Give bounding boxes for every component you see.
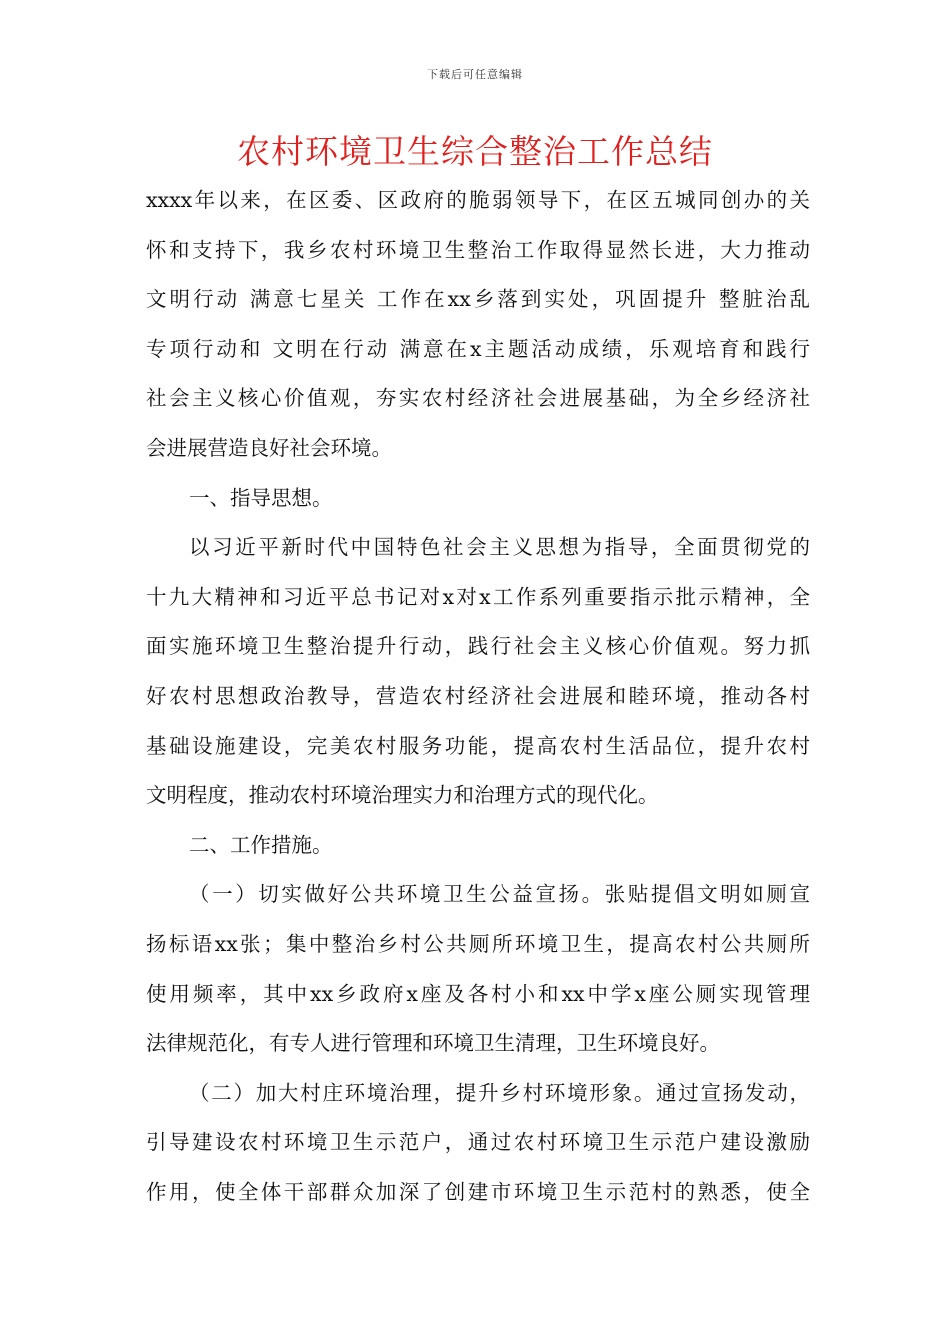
body-line: 以习近平新时代中国特色社会主义思想为指导，全面贯彻党的 bbox=[189, 535, 810, 560]
body-line: xxxx年以来，在区委、区政府的脆弱领导下，在区五城同创办的关 bbox=[146, 188, 810, 212]
body-line: 一、指导思想。 bbox=[189, 485, 333, 510]
body-line: 专项行动和 文明在行动 满意在x主题活动成绩，乐观培育和践行 bbox=[146, 336, 810, 361]
body-line: 文明行动 满意七星关 工作在xx乡落到实处，巩固提升 整脏治乱 bbox=[146, 287, 810, 312]
body-line: 法律规范化，有专人进行管理和环境卫生清理，卫生环境良好。 bbox=[146, 1031, 720, 1056]
body-line: 使用频率，其中xx乡政府x座及各村小和xx中学x座公厕实现管理 bbox=[146, 981, 810, 1006]
body-line: 基础设施建设，完美农村服务功能，提高农村生活品位，提升农村 bbox=[146, 733, 810, 758]
body-line: （一）切实做好公共环境卫生公益宣扬。张贴提倡文明如厕宣 bbox=[189, 882, 810, 907]
document-title: 农村环境卫生综合整治工作总结 bbox=[237, 132, 713, 171]
body-line: （二）加大村庄环境治理，提升乡村环境形象。通过宣扬发动， bbox=[189, 1080, 810, 1105]
body-line: 扬标语xx张；集中整治乡村公共厕所环境卫生，提高农村公共厕所 bbox=[146, 931, 810, 956]
body-line: 作用，使全体干部群众加深了创建市环境卫生示范村的熟悉，使全 bbox=[146, 1179, 810, 1204]
document-body bbox=[146, 176, 810, 1217]
body-line: 好农村思想政治教导，营造农村经济社会进展和睦环境，推动各村 bbox=[146, 683, 810, 708]
body-line: 社会主义核心价值观，夯实农村经济社会进展基础，为全乡经济社 bbox=[146, 386, 810, 411]
body-line: 文明程度，推动农村环境治理实力和治理方式的现代化。 bbox=[146, 783, 659, 808]
body-line: 引导建设农村环境卫生示范户，通过农村环境卫生示范户建设激励 bbox=[146, 1130, 810, 1155]
body-line: 面实施环境卫生整治提升行动，践行社会主义核心价值观。努力抓 bbox=[146, 634, 810, 659]
body-line: 十九大精神和习近平总书记对x对x工作系列重要指示批示精神，全 bbox=[146, 584, 810, 609]
body-line: 会进展营造良好社会环境。 bbox=[146, 435, 392, 460]
watermark-text: 下载后可任意编辑 bbox=[427, 68, 523, 81]
body-line: 怀和支持下，我乡农村环境卫生整治工作取得显然长进，大力推动 bbox=[146, 237, 810, 262]
body-line: 二、工作措施。 bbox=[189, 832, 333, 857]
